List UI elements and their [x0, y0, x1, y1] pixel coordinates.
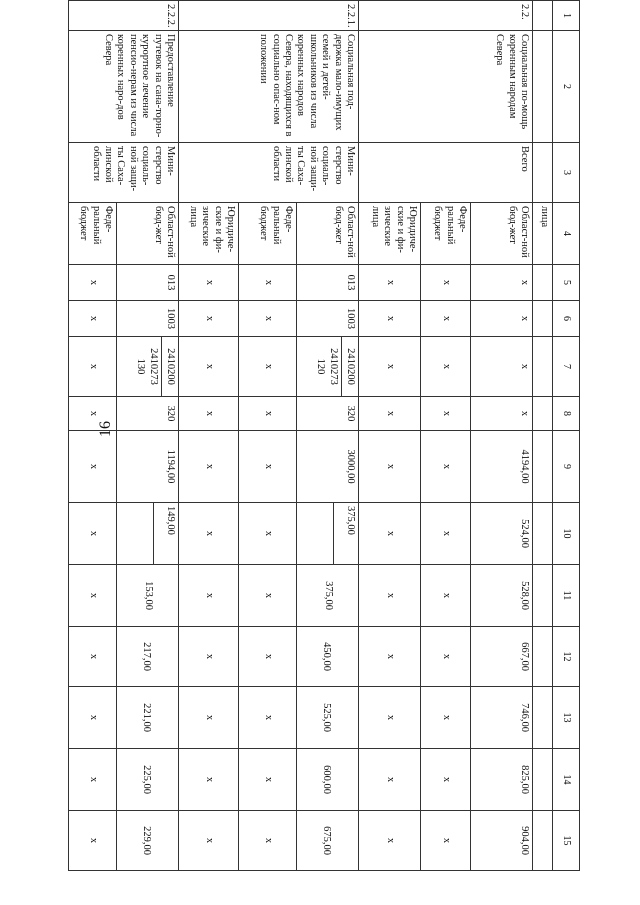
- table-row: [297, 1, 359, 871]
- cell-value: 675,00: [321, 826, 332, 855]
- cell: 746,00: [471, 687, 533, 749]
- cell: x: [239, 301, 297, 337]
- cell: [117, 565, 179, 627]
- cell: x: [179, 265, 239, 301]
- cell: x: [359, 431, 421, 503]
- kbk-code: 2410200: [341, 337, 358, 396]
- funding-source: Феде-ральный бюджет: [239, 203, 297, 265]
- cell: x: [239, 811, 297, 871]
- section-number: 2.2.1.: [179, 1, 359, 31]
- col-header: 11: [553, 565, 580, 627]
- table-row: [471, 1, 533, 871]
- cell: [117, 503, 179, 565]
- funding-source: Феде-ральный бюджет: [421, 203, 471, 265]
- col-header: 6: [553, 301, 580, 337]
- col-header: 15: [553, 811, 580, 871]
- cell-value: 229,00: [141, 826, 152, 855]
- cell-value: 221,00: [141, 703, 152, 732]
- cell: x: [69, 811, 117, 871]
- funding-source: Феде-ральный бюджет: [69, 203, 117, 265]
- cell: [297, 503, 359, 565]
- col-header: 8: [553, 397, 580, 431]
- cell-value: 600,00: [321, 765, 332, 794]
- cell: [117, 687, 179, 749]
- cell: [297, 749, 359, 811]
- cell: 1003: [297, 301, 359, 337]
- header-row: [553, 1, 580, 871]
- cell: x: [179, 627, 239, 687]
- cell: x: [421, 749, 471, 811]
- cell: x: [471, 337, 533, 397]
- col-header: 5: [553, 265, 580, 301]
- cell-value: 149,00: [153, 503, 178, 564]
- cell: 524,00: [471, 503, 533, 565]
- cell: x: [69, 265, 117, 301]
- cell: x: [239, 265, 297, 301]
- cell: 1003: [117, 301, 179, 337]
- kbk-code: 2410200: [161, 337, 178, 396]
- cell: x: [69, 337, 117, 397]
- cell-value: 153,00: [143, 581, 154, 610]
- cell: x: [359, 565, 421, 627]
- cell: x: [179, 687, 239, 749]
- cell: x: [421, 503, 471, 565]
- cell: x: [421, 627, 471, 687]
- cell-value: 217,00: [141, 642, 152, 671]
- cell-value: 525,00: [321, 703, 332, 732]
- cell: x: [421, 687, 471, 749]
- cell: x: [359, 811, 421, 871]
- cell: x: [179, 397, 239, 431]
- section-name: Социальная под-держка мало-имущих семей и детей-школьников из числа коренных народов Севера, находящихся в социально опас-ном положении: [179, 31, 359, 143]
- cell: x: [69, 627, 117, 687]
- col-header: 10: [553, 503, 580, 565]
- executor: Мини-стерство социаль-ной защи-ты Саха-линской области: [179, 143, 359, 203]
- cell-value: 225,00: [141, 765, 152, 794]
- cell: x: [471, 265, 533, 301]
- cell: 320: [297, 397, 359, 431]
- cell: 320: [117, 397, 179, 431]
- kbk-code: 2410273 120: [315, 348, 339, 385]
- cell: [117, 749, 179, 811]
- executor: Всего: [359, 143, 533, 203]
- funding-source: Юридиче-ские и фи-зические лица: [359, 203, 421, 265]
- cell: [117, 627, 179, 687]
- cell: x: [239, 687, 297, 749]
- cell: [117, 811, 179, 871]
- rotated-table-container: [78, 0, 580, 870]
- section-name: Предоставление путевок на сана-торно-курортное лечение пенсио-нерам из числа коренных наро-дов Севера: [69, 31, 179, 143]
- table-row: [117, 1, 179, 871]
- cell: x: [421, 431, 471, 503]
- cell: 528,00: [471, 565, 533, 627]
- cell: x: [179, 811, 239, 871]
- budget-table: [68, 0, 580, 871]
- cell-value: 375,00: [333, 503, 358, 564]
- cell: x: [359, 749, 421, 811]
- cell: x: [69, 565, 117, 627]
- col-header: 12: [553, 627, 580, 687]
- continuation-row: [533, 1, 553, 871]
- executor: Мини-стерство социаль-ной защи-ты Саха-линской области: [69, 143, 179, 203]
- source-label: лица: [533, 203, 553, 265]
- cell: x: [359, 627, 421, 687]
- cell: 667,00: [471, 627, 533, 687]
- cell: x: [471, 301, 533, 337]
- cell: x: [69, 503, 117, 565]
- cell: x: [179, 503, 239, 565]
- cell-value: 450,00: [321, 642, 332, 671]
- cell: x: [239, 337, 297, 397]
- section-number: 2.2.2.: [69, 1, 179, 31]
- cell: [297, 627, 359, 687]
- section-number: 2.2.: [359, 1, 533, 31]
- cell: x: [239, 749, 297, 811]
- col-header: 13: [553, 687, 580, 749]
- cell: x: [239, 431, 297, 503]
- cell: x: [69, 749, 117, 811]
- page-number: 16: [97, 421, 114, 437]
- section-name: Социальная по-мощь коренным народам Севера: [359, 31, 533, 143]
- cell: x: [471, 397, 533, 431]
- col-header: 9: [553, 431, 580, 503]
- funding-source: Област-ной бюд-жет: [117, 203, 179, 265]
- cell: x: [179, 301, 239, 337]
- cell-value: 375,00: [323, 581, 334, 610]
- cell: [297, 811, 359, 871]
- cell: x: [239, 503, 297, 565]
- cell: 013: [297, 265, 359, 301]
- cell: x: [421, 811, 471, 871]
- cell: 1194,00: [117, 431, 179, 503]
- funding-source: Юридиче-ские и фи-зические лица: [179, 203, 239, 265]
- cell: [297, 337, 359, 397]
- cell: x: [421, 337, 471, 397]
- cell: x: [179, 431, 239, 503]
- cell: x: [69, 397, 117, 431]
- cell: x: [359, 337, 421, 397]
- cell: x: [359, 503, 421, 565]
- cell: x: [421, 565, 471, 627]
- cell: x: [239, 627, 297, 687]
- col-header: 7: [553, 337, 580, 397]
- cell: x: [359, 265, 421, 301]
- cell: x: [179, 565, 239, 627]
- cell: x: [179, 337, 239, 397]
- col-header: 2: [553, 31, 580, 143]
- cell: x: [69, 301, 117, 337]
- cell: x: [239, 565, 297, 627]
- cell: 3000,00: [297, 431, 359, 503]
- cell: 4194,00: [471, 431, 533, 503]
- cell: [297, 565, 359, 627]
- cell: [297, 687, 359, 749]
- cell: [117, 337, 179, 397]
- funding-source: Област-ной бюд-жет: [297, 203, 359, 265]
- cell: x: [421, 265, 471, 301]
- funding-source: Област-ной бюд-жет: [471, 203, 533, 265]
- cell: 904,00: [471, 811, 533, 871]
- cell: x: [69, 431, 117, 503]
- cell: x: [359, 687, 421, 749]
- cell: x: [421, 397, 471, 431]
- cell: x: [421, 301, 471, 337]
- cell: x: [179, 749, 239, 811]
- cell: x: [239, 397, 297, 431]
- col-header: 1: [553, 1, 580, 31]
- cell: x: [69, 687, 117, 749]
- cell: x: [359, 301, 421, 337]
- cell: x: [359, 397, 421, 431]
- cell: 825,00: [471, 749, 533, 811]
- col-header: 14: [553, 749, 580, 811]
- kbk-code: 2410273 130: [135, 348, 159, 385]
- cell: 013: [117, 265, 179, 301]
- col-header: 4: [553, 203, 580, 265]
- col-header: 3: [553, 143, 580, 203]
